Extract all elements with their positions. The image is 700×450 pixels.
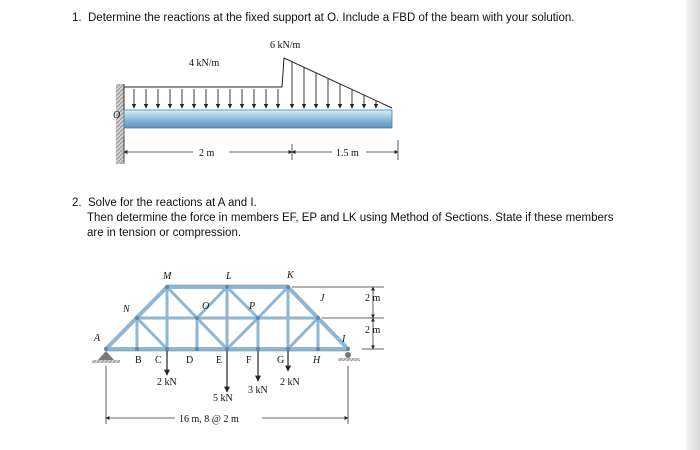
label-A: A — [94, 333, 101, 344]
roller-I — [345, 352, 351, 358]
ground-I — [338, 358, 360, 361]
joint-H — [316, 347, 320, 351]
pin-support-A — [98, 351, 114, 360]
load-label-F: 3 kN — [248, 385, 268, 396]
joint-O — [195, 316, 199, 320]
joint-K — [286, 285, 290, 289]
problem-2-line-2: Then determine the force in members EF, EP and LK using Method of Sections. State if these members — [87, 212, 614, 224]
label-I: I — [342, 334, 346, 345]
beam — [124, 110, 392, 128]
label-O: O — [202, 301, 210, 312]
dim-15m-label: 1.5 m — [336, 148, 359, 159]
label-G: G — [277, 355, 285, 366]
support-I — [338, 352, 360, 361]
problem-2-line-1: Solve for the reactions at A and I. — [88, 197, 257, 209]
joint-C — [165, 347, 169, 351]
member-MO — [167, 287, 197, 318]
fixed-wall — [116, 84, 124, 164]
label-M: M — [163, 271, 172, 282]
label-H: H — [313, 355, 321, 366]
joint-L — [225, 285, 229, 289]
problem-1-number: 1. — [72, 12, 82, 24]
support-o-label: O — [113, 110, 121, 121]
joint-D — [195, 347, 199, 351]
label-D: D — [186, 355, 194, 366]
label-C: C — [155, 355, 162, 366]
joint-A — [104, 347, 108, 351]
member-GJ — [288, 318, 318, 349]
uniform-load-label: 4 kN/m — [189, 58, 220, 69]
joint-F — [256, 347, 260, 351]
joint-I — [346, 347, 350, 351]
label-K: K — [287, 270, 294, 281]
uniform-load-arrows — [134, 89, 278, 108]
problem-1-text: Determine the reactions at the fixed support at O. Include a FBD of the beam with your solution. — [88, 12, 575, 24]
page-edge-shadow — [686, 0, 700, 450]
joint-B — [135, 347, 139, 351]
beam-figure — [113, 40, 398, 164]
joint-P — [256, 316, 260, 320]
member-EP — [227, 318, 258, 349]
joint-E — [225, 347, 229, 351]
member-PK — [258, 287, 288, 318]
dim-2m-label: 2 m — [199, 148, 215, 159]
dim-height-upper-label: 2 m — [365, 293, 381, 304]
joint-J — [316, 316, 320, 320]
load-label-C: 2 kN — [157, 377, 177, 388]
label-E: E — [216, 355, 223, 366]
label-B: B — [135, 355, 142, 366]
joint-G — [286, 347, 290, 351]
load-label-E: 5 kN — [213, 393, 233, 404]
member-OE — [197, 318, 227, 349]
ground-A — [92, 360, 120, 363]
peak-load-label: 6 kN/m — [270, 40, 301, 51]
label-J: J — [320, 293, 325, 304]
joint-M — [165, 285, 169, 289]
member-NC — [137, 318, 167, 349]
label-P: P — [249, 301, 256, 312]
load-label-G: 2 kN — [280, 377, 300, 388]
truss-members — [106, 287, 348, 349]
support-A — [92, 351, 120, 363]
problem-2-number: 2. — [72, 197, 82, 209]
dim-height-lower-label: 2 m — [365, 325, 381, 336]
span-label: 16 m, 8 @ 2 m — [179, 414, 239, 425]
problem-2-line-3: are in tension or compression. — [87, 227, 242, 239]
truss-figure — [92, 270, 384, 425]
joint-N — [135, 316, 139, 320]
label-N: N — [123, 304, 130, 315]
label-L: L — [226, 271, 232, 282]
varying-load-arrows — [292, 62, 376, 108]
label-F: F — [246, 355, 252, 366]
